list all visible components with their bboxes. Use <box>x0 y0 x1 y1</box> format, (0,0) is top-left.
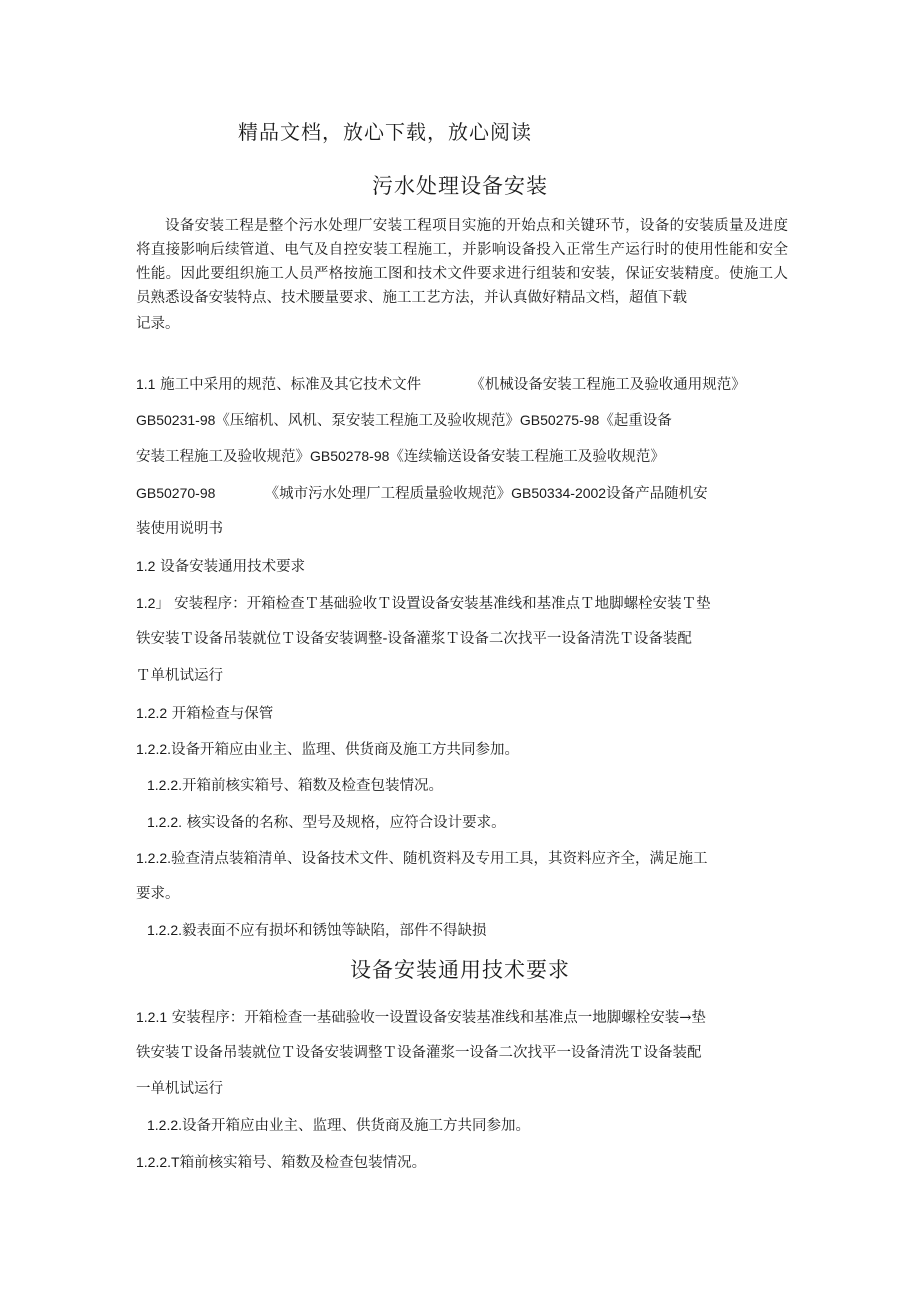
item-text: 设备开箱应由业主、监理、供货商及施工方共同参加。 <box>182 1118 531 1134</box>
standard-code: GB50270-98 <box>136 485 216 501</box>
procedure-text: 安装程序：开箱检查一基础验收一设置设备安装基准线和基准点一地脚螺栓安装→垫 <box>171 1010 706 1026</box>
standard-title: 《起重设备 <box>599 413 672 429</box>
standard-title: 设备产品随机安 <box>606 486 708 502</box>
item-number: 1.2.2 <box>136 705 168 721</box>
item-text: 开箱前核实箱号、箱数及检查包装情况。 <box>182 778 444 794</box>
standard-code: GB50334-2002 <box>511 485 607 501</box>
section-1-1-heading <box>136 374 746 395</box>
item-text: 设备开箱应由业主、监理、供货商及施工方共同参加。 <box>171 742 520 758</box>
list-item <box>147 775 443 796</box>
item-text: 验查清点装箱清单、设备技术文件、随机资料及专用工具，其资料应齐全，满足施工 <box>171 851 708 867</box>
subsection-heading <box>136 703 273 724</box>
standards-line <box>136 519 223 539</box>
list-item <box>136 848 708 869</box>
list-item <box>147 920 487 941</box>
document-title: 污水处理设备安装 <box>372 174 548 198</box>
list-item-continuation <box>136 884 180 904</box>
standard-code: GB50275-98 <box>519 412 600 428</box>
section-heading-text: 设备安装通用技术要求 <box>160 559 306 575</box>
procedure-line <box>136 1079 223 1099</box>
procedure-text: 安装程序：开箱检查Ｔ基础验收Ｔ设置设备安装基准线和基准点Ｔ地脚螺栓安装Ｔ垫 <box>174 596 711 612</box>
list-item <box>136 1152 426 1173</box>
procedure-text: Ｔ单机试运行 <box>136 668 223 684</box>
ad-banner: 精品文档，放心下载，放心阅读 <box>238 120 532 144</box>
item-text: 毅表面不应有损坏和锈蚀等缺陷，部件不得缺损 <box>182 923 487 939</box>
list-item <box>147 1115 530 1136</box>
standard-title: 安装工程施工及验收规范》 <box>136 449 310 465</box>
intro-continuation: 记录。 <box>136 316 180 332</box>
item-number: 1.2.2. <box>147 922 183 938</box>
standards-line <box>136 446 665 467</box>
section-number: 1.2 <box>136 558 156 574</box>
standards-line <box>136 483 708 504</box>
procedure-line <box>136 666 223 686</box>
item-number: 1.2.2. <box>136 741 172 757</box>
list-item <box>147 812 506 833</box>
procedure-text: 铁安装Ｔ设备吊装就位Ｔ设备安装调整Ｔ设备灌浆一设备二次找平一设备清洗Ｔ设备装配 <box>136 1045 702 1061</box>
procedure-line <box>136 629 692 649</box>
section-heading-text: 施工中采用的规范、标准及其它技术文件 <box>160 377 422 393</box>
item-number: 1.2.2. <box>136 850 172 866</box>
section-1-2-heading <box>136 556 305 577</box>
procedure-text: 铁安装Ｔ设备吊装就位Ｔ设备安装调整-设备灌浆Ｔ设备二次找平一设备清洗Ｔ设备装配 <box>136 631 692 647</box>
item-text: 箱前核实箱号、箱数及检查包装情况。 <box>179 1155 427 1171</box>
item-number: 1.2.2. <box>147 814 183 830</box>
item-number: 1.2.2.T <box>136 1154 180 1170</box>
item-text: 要求。 <box>136 886 180 902</box>
item-number: 1.2」 <box>136 595 170 611</box>
item-text: 核实设备的名称、型号及规格，应符合设计要求。 <box>186 815 506 831</box>
standard-title: 装使用说明书 <box>136 521 223 537</box>
section-title: 设备安装通用技术要求 <box>350 958 570 982</box>
item-number: 1.2.2. <box>147 777 183 793</box>
standard-code: GB50231-98 <box>136 412 216 428</box>
procedure-text: 一单机试运行 <box>136 1081 223 1097</box>
item-number: 1.2.1 <box>136 1009 168 1025</box>
procedure-line <box>136 593 711 614</box>
list-item <box>136 739 519 760</box>
standard-title: 《机械设备安装工程施工及验收通用规范》 <box>470 377 746 393</box>
procedure-line <box>136 1007 706 1028</box>
subsection-text: 开箱检查与保管 <box>171 706 274 722</box>
standard-code: GB50278-98 <box>310 448 390 464</box>
procedure-line <box>136 1043 702 1063</box>
intro-section <box>136 214 788 336</box>
intro-paragraph: 设备安装工程是整个污水处理厂安装工程项目实施的开始点和关键环节，设备的安装质量及进度将直接影响后续管道、电气及自控安装工程施工，并影响设备投入正常生产运行时的使用性能和安全性能。因此要组织施工人员严格按施工图和技术文件要求进行组装和安装，保证安装精度。使施工人员熟悉设备安装特点、技术腰量要求、施工工艺方法，并认真做好精品文档，超值下载 <box>136 218 788 306</box>
standard-title: 《城市污水处理厂工程质量验收规范》 <box>264 486 512 502</box>
standard-title: 《连续输送设备安装工程施工及验收规范》 <box>389 449 665 465</box>
standards-line <box>136 410 672 431</box>
section-number: 1.1 <box>136 376 156 392</box>
standard-title: 《压缩机、风机、泵安装工程施工及验收规范》 <box>215 413 520 429</box>
item-number: 1.2.2. <box>147 1117 183 1133</box>
